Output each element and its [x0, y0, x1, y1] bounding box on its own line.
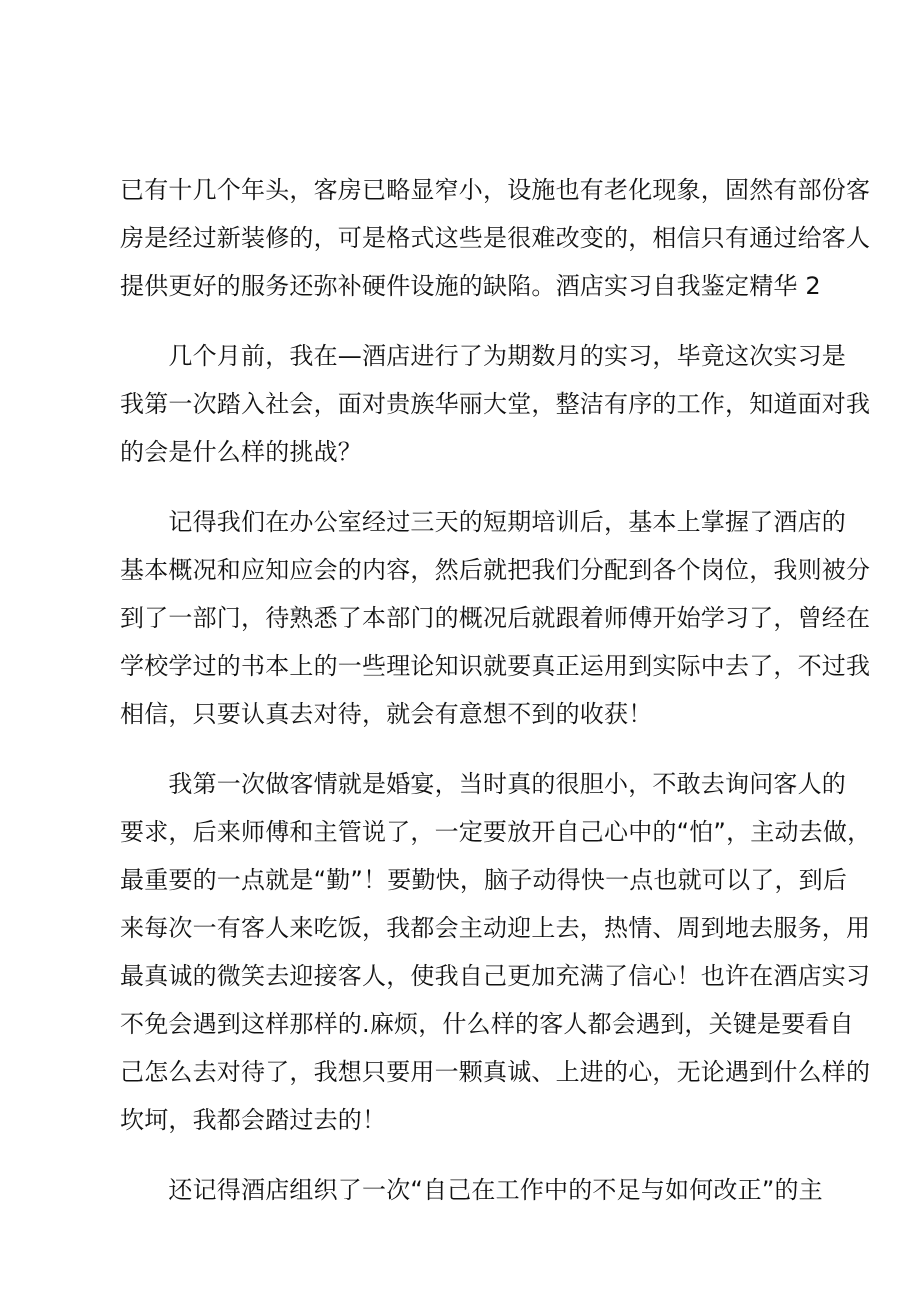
paragraph [120, 1166, 832, 1214]
text-line: 最真诚的微笑去迎接客人，使我自己更加充满了信心！也许在酒店实习 [120, 962, 871, 990]
text-line: 坎坷，我都会踏过去的！ [120, 1106, 387, 1134]
text-line: 不免会遇到这样那样的.麻烦，什么样的客人都会遇到，关键是要看自 [120, 1010, 854, 1038]
text-line: 提供更好的服务还弥补硬件设施的缺陷。酒店实习自我鉴定精华 2 [120, 272, 821, 300]
text-line: 记得我们在办公室经过三天的短期培训后，基本上掌握了酒店的 [120, 508, 846, 536]
text-line: 房是经过新装修的，可是格式这些是很难改变的，相信只有通过给客人 [120, 224, 871, 252]
document-body [120, 166, 872, 1214]
text-line: 基本概况和应知应会的内容，然后就把我们分配到各个岗位，我则被分 [120, 556, 871, 584]
text-line: 我第一次踏入社会，面对贵族华丽大堂，整洁有序的工作，知道面对我 [120, 390, 871, 418]
text-line: 要求，后来师傅和主管说了，一定要放开自己心中的“怕”，主动去做， [120, 818, 872, 846]
text-line: 学校学过的书本上的一些理论知识就要真正运用到实际中去了，不过我 [120, 652, 871, 680]
paragraph [120, 332, 871, 476]
paragraph [120, 760, 872, 1144]
text-line: 几个月前，我在—酒店进行了为期数月的实习，毕竟这次实习是 [120, 342, 846, 370]
text-line: 我第一次做客情就是婚宴，当时真的很胆小，不敢去询问客人的 [120, 770, 846, 798]
text-line: 最重要的一点就是“勤”！要勤快，脑子动得快一点也就可以了，到后 [120, 866, 848, 894]
text-line: 到了一部门，待熟悉了本部门的概况后就跟着师傅开始学习了，曾经在 [120, 604, 871, 632]
text-line: 己怎么去对待了，我想只要用一颗真诚、上进的心，无论遇到什么样的 [120, 1058, 871, 1086]
text-line: 来每次一有客人来吃饭，我都会主动迎上去，热情、周到地去服务，用 [120, 914, 871, 942]
text-line: 还记得酒店组织了一次“自己在工作中的不足与如何改正”的主 [120, 1176, 823, 1204]
text-line: 已有十几个年头，客房已略显窄小，设施也有老化现象，固然有部份客 [120, 176, 871, 204]
text-line: 相信，只要认真去对待，就会有意想不到的收获！ [120, 700, 653, 728]
text-line: 的会是什么样的挑战？ [120, 438, 362, 466]
paragraph [120, 166, 871, 310]
paragraph [120, 498, 871, 738]
